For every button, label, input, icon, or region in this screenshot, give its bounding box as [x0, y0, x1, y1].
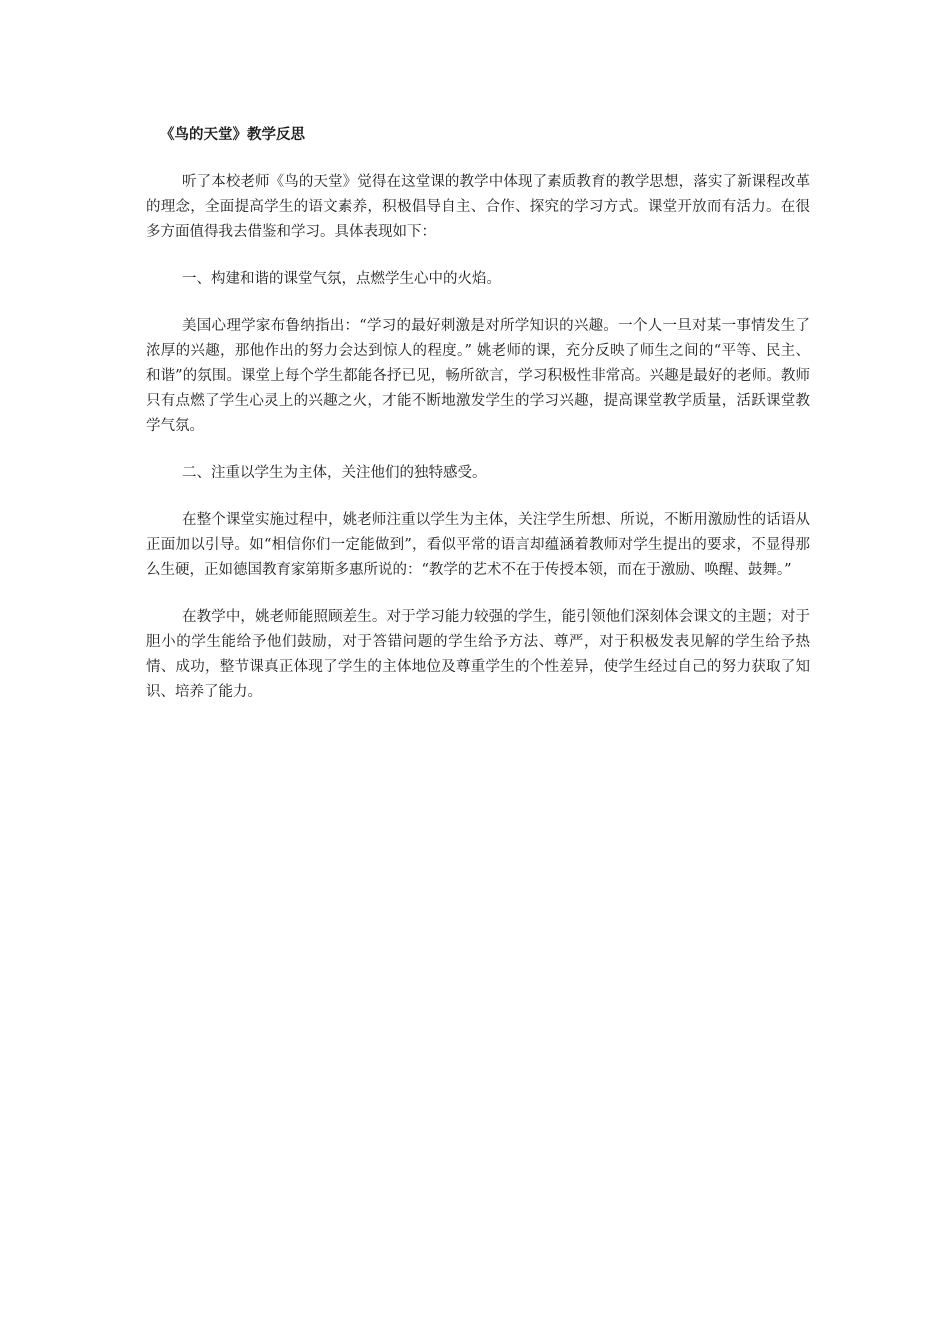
intro-paragraph: 听了本校老师《鸟的天堂》觉得在这堂课的教学中体现了素质教育的教学思想，落实了新课程改革的理念，全面提高学生的语文素养，积极倡导自主、合作、探究的学习方式。课堂开放而有活力。在很多方面值得我去借鉴和学习。具体表现如下： [146, 174, 810, 240]
section-2-paragraph-2: 在教学中，姚老师能照顾差生。对于学习能力较强的学生，能引领他们深刻体会课文的主题；对于胆小的学生能给予他们鼓励，对于答错问题的学生给予方法、尊严，对于积极发表见解的学生给予热情、成功，整节课真正体现了学生的主体地位及尊重学生的个性差异，使学生经过自己的努力获取了知识、培养了能力。 [146, 609, 810, 700]
document-title: 《鸟的天堂》教学反思 [160, 127, 305, 143]
section-1-paragraph: 美国心理学家布鲁纳指出：“学习的最好刺激是对所学知识的兴趣。一个人一旦对某一事情发生了浓厚的兴趣，那他作出的努力会达到惊人的程度。” 姚老师的课，充分反映了师生之间的“平等、民主、和谐”的氛围。课堂上每个学生都能各抒已见，畅所欲言，学习积极性非常高。兴趣是最好的老师。教师只有点燃了学生心灵上的兴趣之火，才能不断地激发学生的学习兴趣，提高课堂教学质量，活跃课堂教学气氛。 [146, 318, 810, 434]
section-2-paragraph-1: 在整个课堂实施过程中，姚老师注重以学生为主体，关注学生所想、所说，不断用激励性的话语从正面加以引导。如“相信你们一定能做到”，看似平常的语言却蕴涵着教师对学生提出的要求，不显得那么生硬，正如德国教育家第斯多惠所说的：“教学的艺术不在于传授本领，而在于激励、唤醒、鼓舞。” [146, 512, 810, 578]
section-heading-2: 二、注重以学生为主体，关注他们的独特感受。 [182, 465, 487, 481]
document-page [146, 122, 810, 727]
section-heading-1: 一、构建和谐的课堂气氛，点燃学生心中的火焰。 [182, 271, 501, 287]
